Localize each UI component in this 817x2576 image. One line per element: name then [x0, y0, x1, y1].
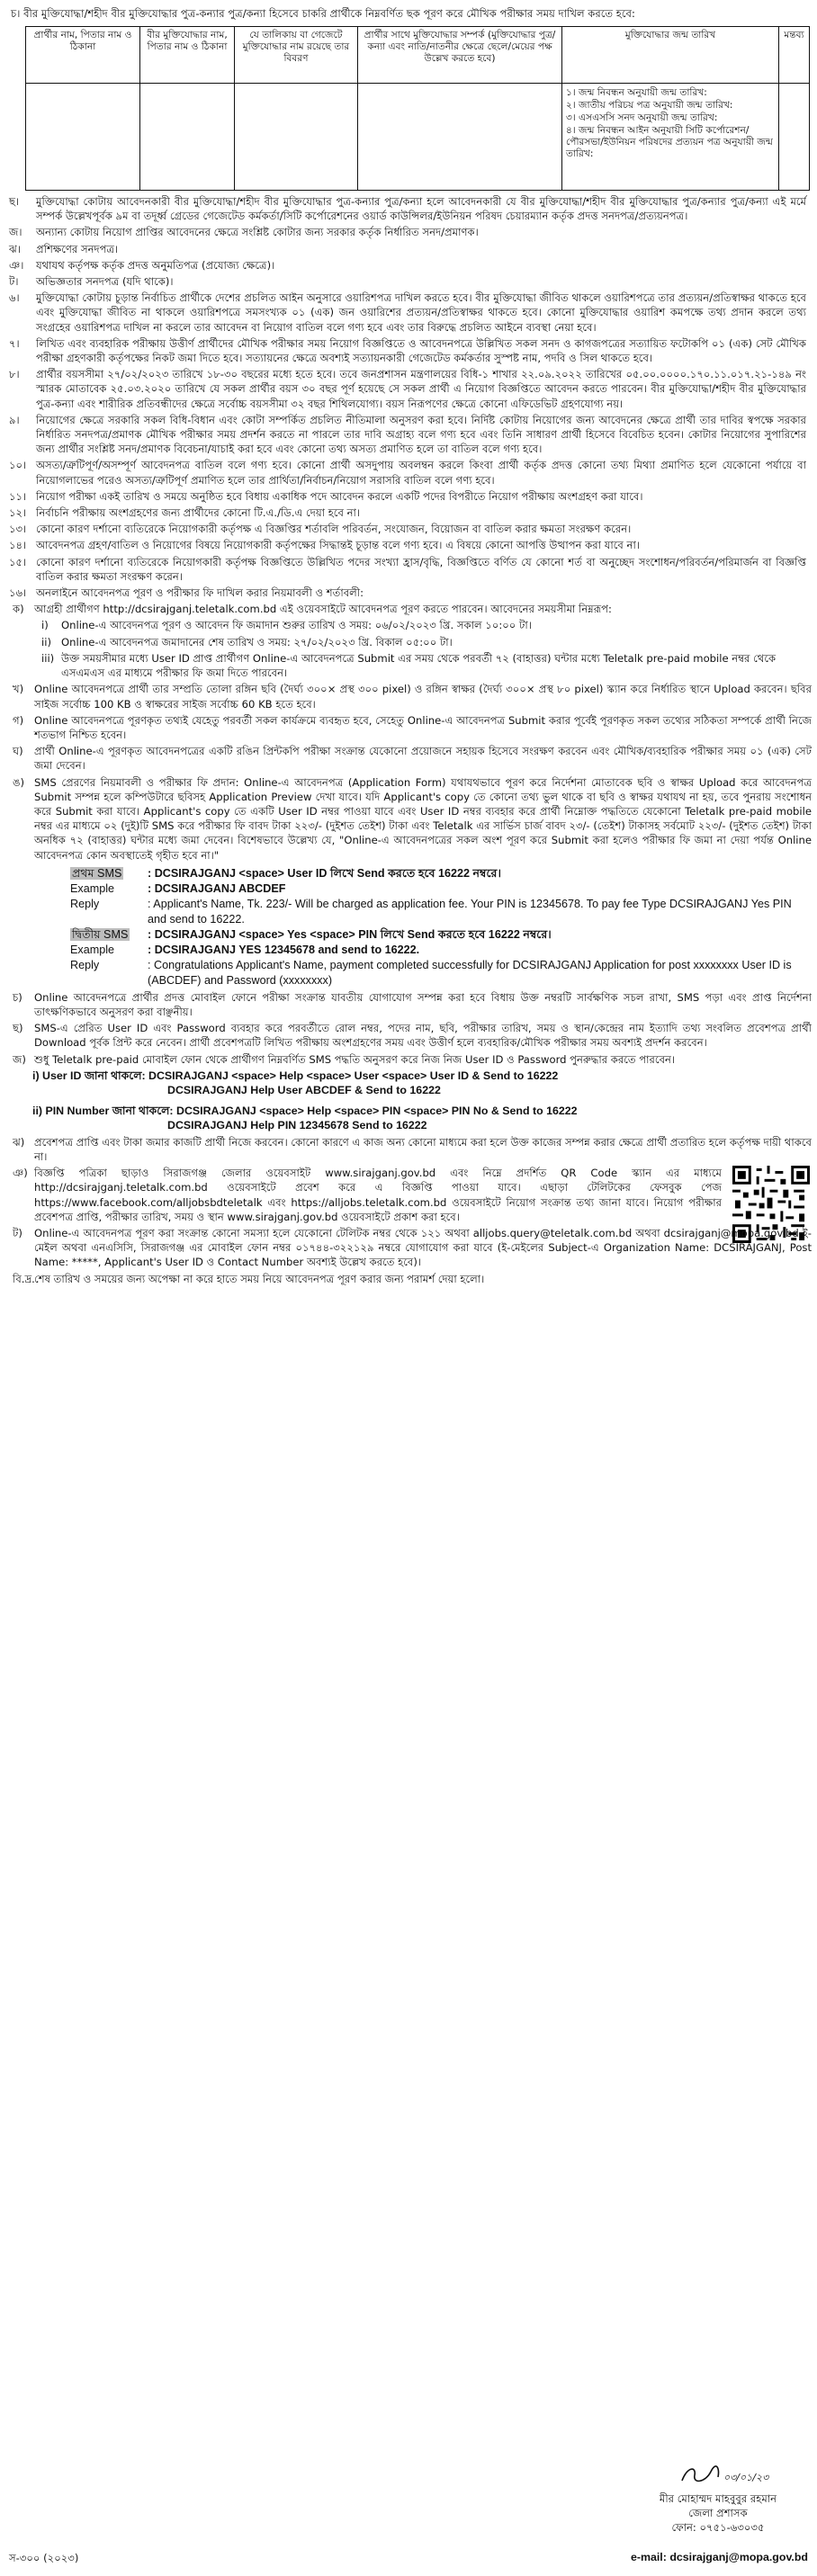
clause: [5, 367, 812, 411]
online-rule: [5, 713, 812, 742]
table-header: মুক্তিযোদ্ধার জন্ম তারিখ: [562, 27, 779, 84]
first-sms-label: প্রথম SMS: [72, 866, 122, 880]
birth-date-line: ১। জন্ম নিবন্ধন অনুযায়ী জন্ম তারিখ:: [566, 87, 707, 98]
clause-text: প্রার্থীর বয়সসীমা ২৭/০২/২০২৩ তারিখে ১৮-৩০ বছরের মধ্যে হতে হবে। তবে জনপ্রশাসন মন্ত্রণালয়ের বিধি-১ শাখার ২২.০৯.২০২২ তারিখের ০৫.০০.০০০০.১৭০.১১.০১৭.২১-১৪৯ নং স্মারক মোতাবেক ২৫.০৩.২০২০ তারিখে যে সকল প্রার্থীর বয়স ৩০ বছর পূর্ণ হয়েছে সে সকল প্রার্থী এ নিয়োগ বিজ্ঞপ্তিতে আবেদন করতে পারবেন। বীর মুক্তিযোদ্ধা/শহীদ বীর মুক্তিযোদ্ধার পুত্র-কন্যা এবং শারীরিক প্রতিবন্ধীদের ক্ষেত্রে সর্বোচ্চ বয়সসীমা ৩২ বছর শিথিলযোগ্য। বয়স নিরূপণের ক্ষেত্রে কোনো এফিডেভিট গ্রহণযোগ্য নয়।: [36, 368, 806, 410]
signatory-phone: ফোন: ০৭৫১-৬৩০৩৫: [671, 2521, 765, 2534]
sms-row: [70, 881, 812, 897]
schedule-text: উক্ত সময়সীমার মধ্যে User ID প্রাপ্ত প্রার্থীগণ Online-এ আবেদনপত্রে Submit এর সময় থেকে পরবর্তী ৭২ (বাহাত্তর) ঘন্টার মধ্যে Teletalk pre-paid mobile নম্বর থেকে এসএমএস এর মাধ্যমে পরীক্ষার ফি জমা দিতে পারবেন।: [61, 651, 777, 680]
rule-text: শুধু Teletalk pre-paid মোবাইল ফোন থেকে প্রার্থীগণ নিম্নবর্ণিত SMS পদ্ধতি অনুসরণ করে নিজ নিজ User ID ও Password পুনরুদ্ধার করতে পারবেন।: [34, 1052, 676, 1066]
table-cell: [235, 84, 358, 191]
table-cell: [358, 84, 562, 191]
example-text: : DCSIRAJGANJ ABCDEF: [148, 881, 286, 895]
clause: [5, 522, 812, 536]
clause-number: ১৬।: [9, 586, 27, 600]
clause: [5, 291, 812, 335]
clause-text: লিখিত এবং ব্যবহারিক পরীক্ষায় উত্তীর্ণ প্রার্থীদের মৌখিক পরীক্ষার সময় নিয়োগ বিজ্ঞপ্তিতে ও আবেদনপত্রে উল্লিখিত সকল সনদ ও কাগজপত্রের সত্যায়িত ফটোকপি ০১ (এক) সেট মৌখিক পরীক্ষা গ্রহণকারী কর্তৃপক্ষের নিকট জমা দিতে হবে। সত্যায়নের ক্ষেত্রে অবশ্যই সত্যায়নকারী গেজেটেড কর্মকর্তার সুস্পষ্ট নাম, পদবি ও সিল থাকতে হবে।: [36, 336, 806, 365]
rule-number: চ): [13, 990, 22, 1004]
clause: [5, 458, 812, 487]
rule-text: Online আবেদনপত্রে পূরণকৃত তথ্যই যেহেতু পরবর্তী সকল কার্যক্রমে ব্যবহৃত হবে, সেহেতু Online-এ আবেদনপত্র Submit করার পূর্বেই পূরণকৃত সকল তথ্যের সঠিকতা সম্পর্কে প্রার্থী নিজে শতভাগ নিশ্চিত হবেন।: [34, 713, 812, 741]
sms-row: [70, 897, 812, 927]
clause-number: ঞ।: [9, 258, 24, 272]
sms-instructions: [70, 866, 812, 988]
clause-number: ছ।: [9, 195, 20, 208]
example-text: : DCSIRAJGANJ YES 12345678 and send to 16222.: [148, 943, 420, 956]
clause: [5, 555, 812, 584]
schedule-list: [41, 618, 812, 680]
table-cell: [26, 84, 140, 191]
clause-text: অসত্য/ত্রুটিপূর্ণ/অসম্পূর্ণ আবেদনপত্র বাতিল বলে গণ্য হবে। কোনো প্রার্থী অসদুপায় অবলম্বন করলে কিংবা প্রার্থী কর্তৃক প্রদত্ত কোনো তথ্য মিথ্যা প্রমাণিত হলে যেকোনো পর্যায়ে বা নিয়োগলাভের পরেও অসত্য/ত্রুটিপূর্ণ প্রমাণিত হলে তার প্রার্থিতা/নির্বাচন/নিয়োগ সরাসরি বাতিল বলে গণ্য হবে।: [36, 459, 806, 487]
schedule-item: [41, 635, 812, 649]
clause: [5, 258, 812, 273]
example-label: Example: [70, 881, 114, 895]
online-rule: [5, 1272, 812, 1286]
clause: [5, 413, 812, 457]
rule-text: প্রবেশপত্র প্রাপ্তি এবং টাকা জমার কাজটি প্রার্থী নিজে করবেন। কোনো কারণে এ কাজ অন্য কোনো মাধ্যমে করা হলে উক্ত কাজের সম্পন্ন করার ক্ষেত্রে প্রার্থী প্রতারিত হলে কর্তৃপক্ষ দায়ী থাকবে না।: [34, 1135, 812, 1163]
clause-number: ১৪।: [9, 539, 27, 552]
table-header: বীর মুক্তিযোদ্ধার নাম, পিতার নাম ও ঠিকানা: [140, 27, 235, 84]
qr-block: [5, 1166, 812, 1224]
rule-number: জ): [13, 1052, 26, 1066]
rule-text: Online আবেদনপত্রে প্রার্থী তার সম্প্রতি তোলা রঙ্গিন ছবি (দৈর্ঘ্য ৩০০× প্রস্থ ৩০০ pixel) ও রঙ্গিন স্বাক্ষর (দৈর্ঘ্য ৩০০× প্রস্থ ৮০ pixel) স্ক্যান করে নির্ধারিত স্থানে Upload করবেন। ছবির সাইজ সর্বোচ্চ 100 KB ও স্বাক্ষরের সাইজ সর্বোচ্চ 60 KB হতে হবে।: [34, 683, 812, 711]
birth-date-line: ৪। জন্ম নিবন্ধন আইন অনুযায়ী সিটি কর্পোরেশন/পৌরসভা/ইউনিয়ন পরিষদের প্রত্যয়ন পত্র অনুযায়ী জন্ম তারিখ:: [566, 125, 773, 159]
clause-number: ১৩।: [9, 523, 27, 536]
recovery-row: [32, 1104, 812, 1119]
signature-block: [655, 2463, 781, 2535]
clause-text: যথাযথ কর্তৃপক্ষ কর্তৃক প্রদত্ত অনুমতিপত্র (প্রযোজ্য ক্ষেত্রে)।: [36, 258, 275, 272]
clause-number: জ।: [9, 226, 22, 239]
clause: [5, 336, 812, 365]
online-rule: [5, 602, 812, 616]
online-rule: [5, 1135, 812, 1164]
online-rule: [5, 1021, 812, 1050]
online-rule: [5, 990, 812, 1019]
signatory-title: জেলা প্রশাসক: [688, 2507, 748, 2519]
recovery-example: DCSIRAJGANJ Help PIN 12345678 Send to 16222: [167, 1119, 427, 1132]
rule-number: ক): [13, 603, 24, 616]
schedule-text: Online-এ আবেদনপত্র পূরণ ও আবেদন ফি জমাদান শুরুর তারিখ ও সময়: ০৬/০২/২০২৩ খ্রি. সকাল ১০:০০ টা।: [61, 619, 532, 632]
sms-row: [70, 943, 812, 958]
second-sms-label: দ্বিতীয় SMS: [72, 927, 129, 941]
second-sms-text: : DCSIRAJGANJ <space> Yes <space> PIN লিখে Send করতে হবে 16222 নম্বরে।: [148, 927, 552, 941]
clause-number: ট।: [9, 275, 19, 289]
table-cell: [779, 84, 810, 191]
clause: [5, 489, 812, 504]
clause: [5, 586, 812, 600]
clause-number: ১১।: [9, 489, 27, 503]
rule-number: ঝ): [13, 1135, 25, 1149]
rule-number: বি.দ্র.: [13, 1272, 35, 1285]
recovery-text: DCSIRAJGANJ <space> Help <space> User <space> User ID & Send to 16222: [145, 1069, 559, 1082]
reply-label: Reply: [70, 958, 100, 971]
rule-number: খ): [13, 683, 24, 696]
clause-text: নিয়োগ পরীক্ষা একই তারিখ ও সময়ে অনুষ্ঠিত হবে বিধায় একাধিক পদে আবেদন করলে একটি পদের বিপরীতে নিয়োগ পরীক্ষায় অংশগ্রহণ করা যাবে।: [36, 489, 643, 503]
table-intro: চ। বীর মুক্তিযোদ্ধা/শহীদ বীর মুক্তিযোদ্ধার পুত্র-কন্যার পুত্র/কন্যা হিসেবে চাকরি প্রার্থীকে নিম্নবর্ণিত ছক পূরণ করে মৌখিক পরীক্ষার সময় দাখিল করতে হবে:: [11, 7, 635, 20]
clause-text: নিয়োগের ক্ষেত্রে সরকারি সকল বিধি-বিধান এবং কোটা সম্পর্কিত প্রচলিত নীতিমালা অনুসরণ করা হবে। নির্দিষ্ট কোটায় নিয়োগের জন্য আবেদনের ক্ষেত্রে প্রার্থী তার দাবির স্বপক্ষে সরকার নির্ধারিত সনদপত্র/প্রমাণক মৌখিক পরীক্ষার সময় প্রদর্শন করতে না পারলে তার দাবি অগ্রাহ্য বলে গণ্য হবে এবং তিনি সাধারণ প্রার্থী হিসেবে বিবেচিত হবেন। কোটার নিয়োগের সুপারিশের জন্য প্রার্থীর সংশ্লিষ্ট সনদ/প্রমাণক বিবেচনা/যাচাই করা হবে এবং কোনো তথ্য অসত্য প্রমাণিত হলে তা বাতিল বলে গণ্য হবে।: [36, 413, 806, 456]
first-sms-text: : DCSIRAJGANJ <space> User ID লিখে Send করতে হবে 16222 নম্বরে।: [148, 866, 501, 880]
online-rule: [5, 1052, 812, 1067]
clause-text: প্রশিক্ষণের সনদপত্র।: [36, 242, 119, 255]
rule-text: SMS প্রেরণের নিয়মাবলী ও পরীক্ষার ফি প্রদান: Online-এ আবেদনপত্র (Application Form) যথাযথভাবে পূরণ করে নির্দেশনা মোতাবেক ছবি ও স্বাক্ষর Upload করে আবেদনপত্র Submit সম্পন্ন হলে কম্পিউটারে ছবিসহ Application Preview দেখা যাবে। যদি Applicant's copy তে কোনো তথ্য ভুল থাকে বা ছবি ও স্বাক্ষর যথাযথ না হয়, তবে পুনরায় সংশোধন করে Submit করা যাবে। Applicant's copy তে একটি User ID নম্বর পাওয়া যাবে এবং User ID নম্বর ব্যবহার করে প্রার্থী নিম্নোক্ত পদ্ধতিতে যেকোনো Teletalk pre-paid mobile নম্বর এর মাধ্যমে ০২ (দুই)টি SMS করে পরীক্ষার ফি বাবদ টাকা ২২৩/- (দুইশত তেইশ) টাকা এবং Teletalk এর সার্ভিস চার্জ বাবদ ২৩/- (তেইশ) টাকাসহ সর্বমোট ২২৩/- (দুইশত তেইশ) টাকা অনধিক ৭২ (বাহাত্তর) ঘন্টার মধ্যে জমা দেবেন। বিশেষভাবে উল্লেখ্য যে, "Online-এ আবেদনপত্রের সকল অংশ পূরণ করে Submit করা হলেও পরীক্ষার ফি জমা না দেয়া পর্যন্ত Online আবেদনপত্র কোন অবস্থাতেই গৃহীত হবে না।": [34, 775, 812, 862]
rule-number: ঘ): [13, 745, 23, 758]
clause-text: অনলাইনে আবেদনপত্র পূরণ ও পরীক্ষার ফি দাখিল করার নিয়মাবলী ও শর্তাবলী:: [36, 586, 364, 600]
clause-number: ১৫।: [9, 555, 27, 568]
rule-number: ট): [13, 1226, 22, 1239]
example-label: Example: [70, 943, 114, 956]
rule-text: Online আবেদনপত্রে প্রার্থীর প্রদত্ত মোবাইল ফোনে পরীক্ষা সংক্রান্ত যাবতীয় যোগাযোগ সম্পন্ন করা হবে বিধায় উক্ত নম্বরটি সার্বক্ষণিক সচল রাখা, SMS পড়া এবং প্রাপ্ত নির্দেশনা তাৎক্ষণিকভাবে অনুসরণ করা বাঞ্ছনীয়।: [34, 990, 812, 1018]
rule-text: Online-এ আবেদনপত্র পূরণ করা সংক্রান্ত কোনো সমস্যা হলে যেকোনো টেলিটক নম্বর থেকে ১২১ অথবা alljobs.query@teletalk.com.bd অথবা dcsirajganj@mopa.gov.bd ই-মেইল অথবা এনএসিসি, সিরাজগঞ্জ এর মোবাইল ফোন নম্বর ০১৭৪৪-৩২২১২৯ নম্বরে যোগাযোগ করা যাবে (ই-মেইলের Subject-এ Organization Name: DCSIRAJGANJ, Post Name: *****, Applicant's User ID ও Contact Number অবশ্যই উল্লেখ করতে হবে)।: [34, 1226, 812, 1269]
online-rule: [5, 744, 812, 773]
footer-email[interactable]: e-mail: dcsirajganj@mopa.gov.bd: [630, 2551, 808, 2563]
schedule-item: [41, 651, 812, 680]
notice-code: স-৩০০ (২০২৩): [9, 2552, 79, 2564]
rule-text: আগ্রহী প্রার্থীগণ http://dcsirajganj.teletalk.com.bd এই ওয়েবসাইটে আবেদনপত্র পূরণ করতে পারবেন। আবেদনের সময়সীমা নিম্নরূপ:: [34, 603, 612, 616]
recovery-example: DCSIRAJGANJ Help User ABCDEF & Send to 16222: [167, 1084, 441, 1097]
clause: [5, 194, 812, 223]
table-header: যে তালিকায় বা গেজেটে মুক্তিযোদ্ধার নাম রয়েছে তার বিবরণ: [235, 27, 358, 84]
clause: [5, 274, 812, 289]
recovery-text: DCSIRAJGANJ <space> Help <space> PIN <space> PIN No & Send to 16222: [173, 1104, 578, 1117]
password-recovery: [32, 1069, 812, 1133]
rule-text: SMS-এ প্রেরিত User ID এবং Password ব্যবহার করে পরবর্তীতে রোল নম্বর, পদের নাম, ছবি, পরীক্ষার তারিখ, সময় ও স্থান/কেন্দ্রের নাম ইত্যাদি তথ্য সংবলিত প্রবেশপত্র প্রার্থী Download পূর্বক প্রিন্ট করে নেবেন। প্রার্থী প্রবেশপত্রটি লিখিত পরীক্ষায় অংশগ্রহণের সময় এবং উত্তীর্ণ হলে ব্যবহারিক/মৌখিক পরীক্ষার সময় অবশ্যই প্রদর্শন করবেন।: [34, 1022, 812, 1050]
rule-number: ঞ): [13, 1167, 28, 1180]
online-rule: [5, 1226, 812, 1270]
rule-text: বিজ্ঞপ্তি পত্রিকা ছাড়াও সিরাজগঞ্জ জেলার ওয়েবসাইট www.sirajganj.gov.bd এবং নিম্নে প্রদর্শিত QR Code স্ক্যান এর মাধ্যমে http://dcsirajganj.teletalk.com.bd ওয়েবসাইটে প্রবেশ করে এ বিজ্ঞপ্তি পাওয়া যাবে। এছাড়া টেলিটকের ফেসবুক পেজ https://www.facebook.com/alljobsbdteletalk এবং https://alljobs.teletalk.com.bd ওয়েবসাইটে নিয়োগ সংক্রান্ত তথ্য জানা যাবে। নিয়োগ পরীক্ষার প্রবেশপত্র প্রাপ্তি, পরীক্ষার তারিখ, সময় ও স্থান www.sirajganj.gov.bd ওয়েবসাইটে প্রকাশ করা হবে।: [34, 1167, 722, 1223]
table-cell: [140, 84, 235, 191]
table-header: মন্তব্য: [779, 27, 810, 84]
birth-date-cell: [562, 84, 779, 191]
recovery-label: i) User ID জানা থাকলে:: [32, 1069, 146, 1082]
rule-text: শেষ তারিখ ও সময়ের জন্য অপেক্ষা না করে হাতে সময় নিয়ে আবেদনপত্র পূরণ করার জন্য পরামর্শ দেয়া হলো।: [34, 1272, 485, 1285]
clause-text: কোনো কারণ দর্শানো ব্যতিরেকে নিয়োগকারী কর্তৃপক্ষ এ বিজ্ঞপ্তির শর্তাবলি পরিবর্তন, সংযোজন, বিয়োজন বা বাতিল করার ক্ষমতা সংরক্ষণ করেন।: [36, 523, 632, 536]
clause-number: ১০।: [9, 459, 27, 472]
freedom-fighter-table: [25, 26, 810, 191]
sms-row: [70, 866, 812, 881]
clause: [5, 538, 812, 552]
table-row: [26, 84, 810, 191]
birth-date-line: ২। জাতীয় পরিচয় পত্র অনুযায়ী জন্ম তারিখ:: [566, 100, 733, 111]
online-rule: [5, 682, 812, 711]
clause-number: ৮।: [9, 368, 20, 381]
recovery-label: ii) PIN Number জানা থাকলে:: [32, 1104, 174, 1117]
birth-date-line: ৩। এসএসসি সনদ অনুযায়ী জন্ম তারিখ:: [566, 112, 718, 123]
clause: [5, 242, 812, 256]
clause-number: ১২।: [9, 506, 27, 520]
sms-row: [70, 958, 812, 988]
reply-text: : Applicant's Name, Tk. 223/- Will be charged as application fee. Your PIN is 12345678. To pay fee Type DCSIRAJGANJ Yes PIN and send to 16222.: [148, 897, 792, 926]
rule-number: ছ): [13, 1022, 23, 1035]
clause-number: ঝ।: [9, 242, 21, 255]
reply-text: : Congratulations Applicant's Name, payment completed successfully for DCSIRAJGANJ Application for post xxxxxxxx User ID is (ABCDEF) and Password (xxxxxxxx): [148, 958, 792, 987]
clause-text: মুক্তিযোদ্ধা কোটায় চূড়ান্ত নির্বাচিত প্রার্থীকে দেশের প্রচলিত আইন অনুসারে ওয়ারিশপত্র দাখিল করতে হবে। বীর মুক্তিযোদ্ধা জীবিত থাকলে ওয়ারিশপত্রে তার প্রত্যয়ন/প্রতিস্বাক্ষর থাকতে হবে এবং মুক্তিযোদ্ধা জীবিত না থাকলে ওয়ারিশপত্রে সমসংখ্যক ০১ (এক) জন ওয়ারিশের প্রত্যয়ন/প্রতিস্বাক্ষর থাকতে হবে। কোনো মুক্তিযোদ্ধার ওয়ারিশ কমপক্ষে তথ্য প্রদান করলে তথ্য সংগ্রহের ওয়ারিশপত্র দাখিল না করলে তার আবেদন বা নিয়োগ বাতিল বলে গণ্য হবে এবং তার বিরুদ্ধে প্রচলিত আইনে ব্যবস্থা নেয়া হবে।: [36, 291, 806, 334]
schedule-number: iii): [41, 651, 55, 665]
clauses: [5, 194, 812, 600]
clause-number: ৭।: [9, 336, 20, 350]
rule-number: গ): [13, 713, 24, 727]
clause-number: ৯।: [9, 413, 20, 426]
clause-text: নির্বাচনি পরীক্ষায় অংশগ্রহণের জন্য প্রার্থীদের কোনো টি.এ./ডি.এ দেয়া হবে না।: [36, 506, 361, 520]
notice-page: [5, 4, 812, 1288]
clause-text: মুক্তিযোদ্ধা কোটায় আবেদনকারী বীর মুক্তিযোদ্ধা/শহীদ বীর মুক্তিযোদ্ধার পুত্র-কন্যার পুত্র/কন্যা হলে আবেদনকারী যে বীর মুক্তিযোদ্ধা/শহীদ বীর মুক্তিযোদ্ধার পুত্র/কন্যার পুত্র/কন্যা এই মর্মে সম্পর্ক উল্লেখপূর্বক ৯ম বা তদূর্ধ্ব গ্রেডের গেজেটেড কর্মকর্তা/সিটি কর্পোরেশনের ওয়ার্ড কাউন্সিলর/ইউনিয়ন পরিষদ চেয়ারম্যান কর্তৃক প্রদত্ত সনদপত্র/প্রত্যয়নপত্র।: [36, 195, 806, 223]
sms-row: [70, 927, 812, 943]
clause-number: ৬।: [9, 291, 20, 305]
table-header-row: [26, 27, 810, 84]
online-rule: [5, 1166, 812, 1224]
clause: [5, 505, 812, 520]
schedule-text: Online-এ আবেদনপত্র জমাদানের শেষ তারিখ ও সময়: ২৭/০২/২০২৩ খ্রি. বিকাল ০৫:০০ টা।: [61, 635, 453, 648]
table-header: প্রার্থীর সাথে মুক্তিযোদ্ধার সম্পর্ক (মুক্তিযোদ্ধার পুত্র/কন্যা এবং নাতি/নাতনীর ক্ষেত্রে ছেলে/মেয়ের পক্ষ উল্লেখ করতে হবে): [358, 27, 562, 84]
reply-label: Reply: [70, 897, 100, 910]
table-header: প্রার্থীর নাম, পিতার নাম ও ঠিকানা: [26, 27, 140, 84]
recovery-row: [32, 1069, 812, 1084]
signatory-name: মীর মোহাম্মদ মাহবুবুর রহমান: [659, 2492, 777, 2505]
schedule-item: [41, 618, 812, 632]
footer: [0, 2547, 817, 2571]
schedule-number: ii): [41, 635, 51, 648]
clause-text: অন্যান্য কোটায় নিয়োগ প্রাপ্তির আবেদনের ক্ষেত্রে সংশ্লিষ্ট কোটার জন্য সরকার কর্তৃক নির্ধারিত সনদ/প্রমাণক।: [36, 226, 479, 239]
clause-text: আবেদনপত্র গ্রহণ/বাতিল ও নিয়োগের বিষয়ে নিয়োগকারী কর্তৃপক্ষের সিদ্ধান্তই চূড়ান্ত বলে গণ্য হবে। এ বিষয়ে কোনো আপত্তি উত্থাপন করা যাবে না।: [36, 539, 640, 552]
signature-scribble-icon: [655, 2463, 781, 2488]
clause-text: অভিজ্ঞতার সনদপত্র (যদি থাকে)।: [36, 275, 174, 289]
schedule-number: i): [41, 619, 49, 632]
online-rule: [5, 775, 812, 863]
rule-text: প্রার্থী Online-এ পূরণকৃত আবেদনপত্রের একটি রঙিন প্রিন্টকপি পরীক্ষা সংক্রান্ত যেকোনো প্রয়োজনে সহায়ক হিসেবে সংরক্ষণ করবেন এবং মৌখিক/ব্যবহারিক পরীক্ষার সময় ০১ (এক) সেট জমা দেবেন।: [34, 745, 812, 773]
rule-number: ঙ): [13, 775, 25, 789]
clause: [5, 225, 812, 239]
signature-date: ০৩/০১/২৩: [723, 2472, 769, 2483]
clause-text: কোনো কারণ দর্শানো ব্যতিরেকে নিয়োগকারী কর্তৃপক্ষ বিজ্ঞপ্তিতে উল্লিখিত পদের সংখ্যা হ্রাস/বৃদ্ধি, বিজ্ঞপ্তিতে বর্ণিত যে কোনো শর্ত বা অনুচ্ছেদ সংশোধন/পরিবর্তন/পরিমার্জন বা বিজ্ঞপ্তি বাতিল করার ক্ষমতা সংরক্ষণ করেন।: [36, 555, 806, 583]
